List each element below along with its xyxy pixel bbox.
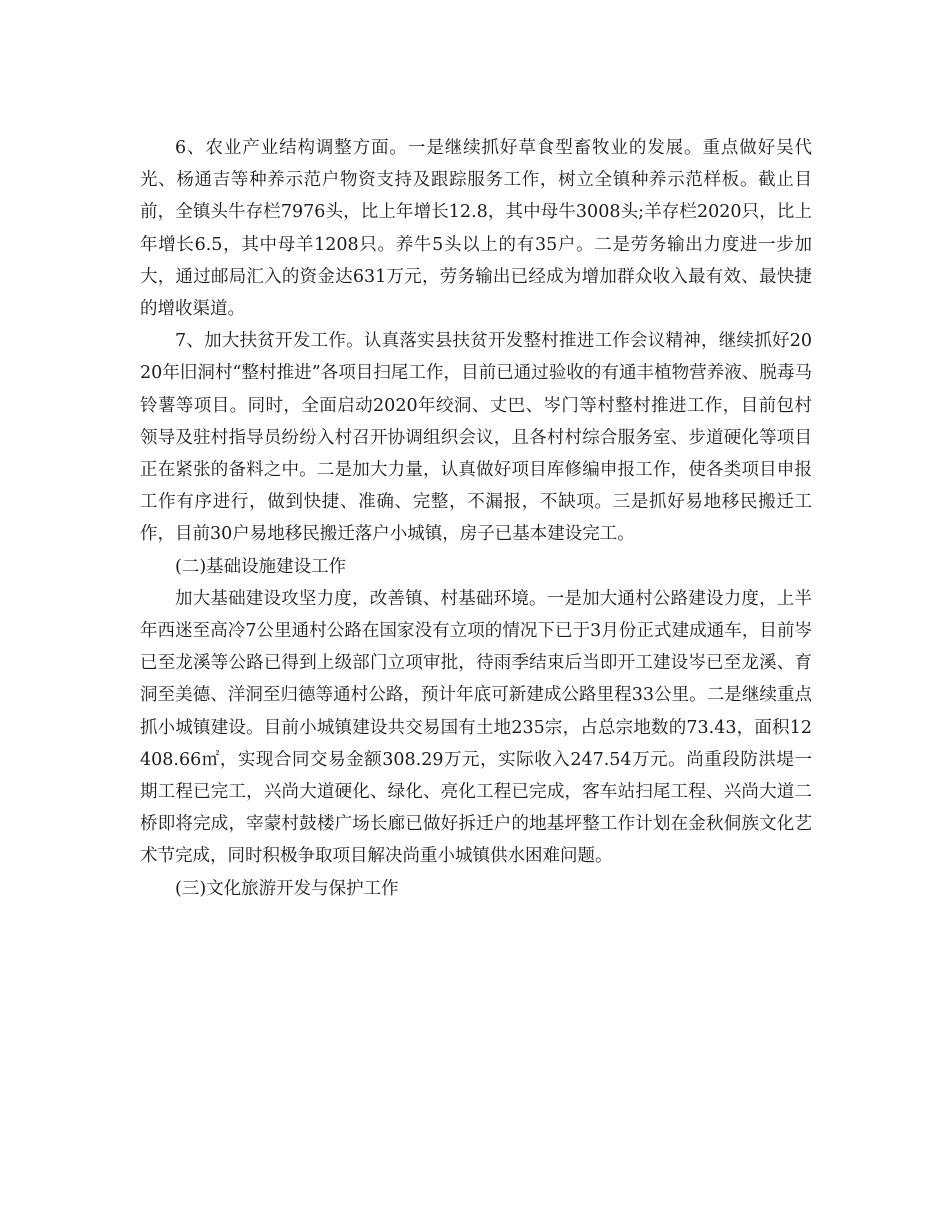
paragraph-infrastructure: 加大基础建设攻坚力度，改善镇、村基础环境。一是加大通村公路建设力度，上半年西迷至高冷7公里通村公路在国家没有立项的情况下已于3月份正式建成通车，目前岑已至龙溪等公路已得到上级部门立项审批，待雨季结束后当即开工建设岑已至龙溪、育洞至美德、洋洞至归德等通村公路，预计年底可新建成公路里程33公里。二是继续重点抓小城镇建设。目前小城镇建设共交易国有土地235宗，占总宗地数的73.43，面积12408.66㎡，实现合同交易金额308.29万元，实际收入247.54万元。尚重段防洪堤一期工程已完工，兴尚大道硬化、绿化、亮化工程已完成，客车站扫尾工程、兴尚大道二桥即将完成，宰蒙村鼓楼广场长廊已做好拆迁户的地基坪整工作计划在金秋侗族文化艺术节完成，同时积极争取项目解决尚重小城镇供水困难问题。 (140, 588, 812, 867)
document-body (140, 132, 812, 905)
section-heading-infrastructure: (二)基础设施建设工作 (175, 556, 347, 577)
paragraph-poverty-alleviation: 7、加大扶贫开发工作。认真落实县扶贫开发整村推进工作会议精神，继续抓好2020年旧洞村“整村推进”各项目扫尾工作，目前已通过验收的有通丰植物营养液、脱毒马铃薯等项目。同时，全面启动2020年绞洞、丈巴、岑门等村整村推进工作，目前包村领导及驻村指导员纷纷入村召开协调组织会议，且各村村综合服务室、步道硬化等项目正在紧张的备料之中。二是加大力量，认真做好项目库修编申报工作，使各类项目申报工作有序进行，做到快捷、准确、完整，不漏报，不缺项。三是抓好易地移民搬迁工作，目前30户易地移民搬迁落户小城镇，房子已基本建设完工。 (140, 331, 812, 545)
paragraph-agriculture: 6、农业产业结构调整方面。一是继续抓好草食型畜牧业的发展。重点做好吴代光、杨通吉等种养示范户物资支持及跟踪服务工作，树立全镇种养示范样板。截止目前，全镇头牛存栏7976头，比上年增长12.8，其中母牛3008头;羊存栏2020只，比上年增长6.5，其中母羊1208只。养牛5头以上的有35户。二是劳务输出力度进一步加大，通过邮局汇入的资金达631万元，劳务输出已经成为增加群众收入最有效、最快捷的增收渠道。 (140, 138, 812, 320)
section-heading-culture-tourism: (三)文化旅游开发与保护工作 (175, 878, 399, 899)
